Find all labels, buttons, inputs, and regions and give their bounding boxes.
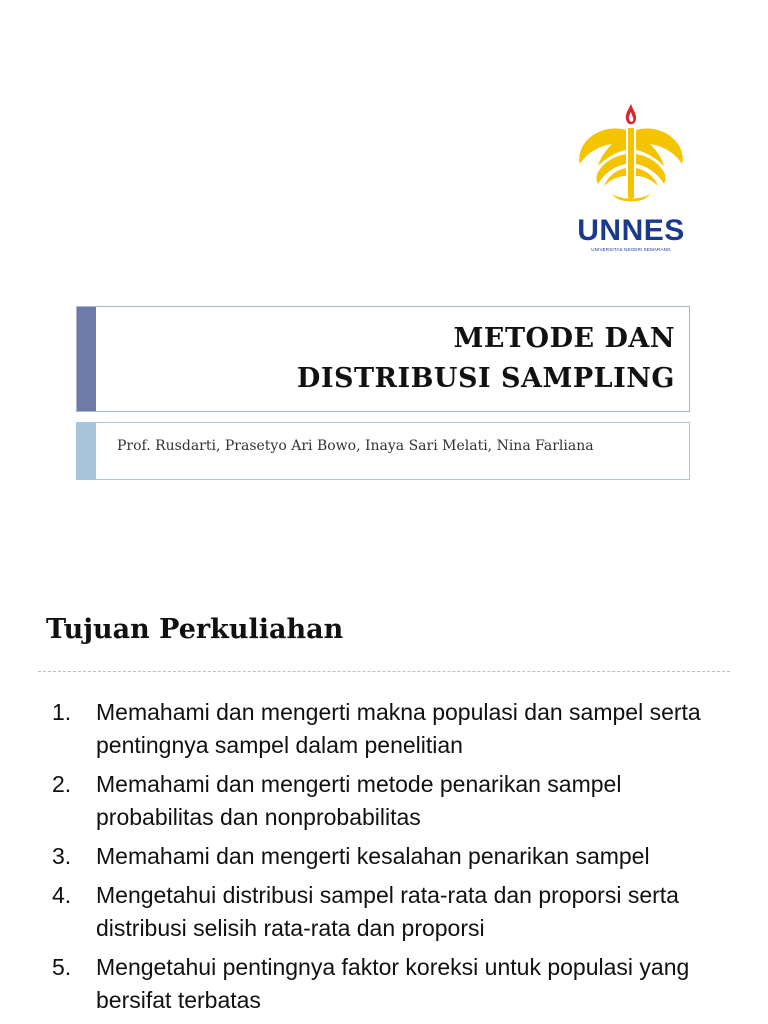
slide-title <box>297 319 675 399</box>
item-text: Memahami dan mengerti metode penarikan sampel probabilitas dan nonprobabilitas <box>96 771 622 830</box>
list-item <box>0 951 768 1017</box>
authors: Prof. Rusdarti, Prasetyo Ari Bowo, Inaya Sari Melati, Nina Farliana <box>117 438 594 454</box>
item-number: 3. <box>52 843 72 869</box>
authors-box <box>76 422 690 480</box>
objectives-list <box>0 696 768 1023</box>
slide-heading: Tujuan Perkuliahan <box>46 614 344 645</box>
title-line-1: METODE DAN <box>453 323 675 354</box>
item-number: 1. <box>52 699 72 725</box>
item-text: Mengetahui pentingnya faktor koreksi untuk populasi yang bersifat terbatas <box>96 954 690 1013</box>
heading-divider <box>38 671 730 672</box>
logo-subtitle: UNIVERSITAS NEGERI SEMARANG <box>591 247 671 252</box>
item-number: 5. <box>52 954 72 980</box>
item-text: Memahami dan mengerti kesalahan penarikan sampel <box>96 843 650 869</box>
title-line-2: DISTRIBUSI SAMPLING <box>296 363 675 394</box>
list-item <box>0 879 768 945</box>
list-item <box>0 768 768 834</box>
title-accent-bar <box>77 307 96 411</box>
unnes-logo <box>572 100 690 260</box>
list-item <box>0 696 768 762</box>
logo-wordmark: UNNES <box>577 214 685 247</box>
item-number: 4. <box>52 882 72 908</box>
unnes-emblem-icon <box>572 100 690 218</box>
objectives-slide <box>0 576 768 1024</box>
authors-accent-bar <box>77 423 96 479</box>
title-box <box>76 306 690 412</box>
item-number: 2. <box>52 771 72 797</box>
item-text: Mengetahui distribusi sampel rata-rata dan proporsi serta distribusi selisih rata-rata dan proporsi <box>96 882 679 941</box>
list-item <box>0 840 768 873</box>
item-text: Memahami dan mengerti makna populasi dan sampel serta pentingnya sampel dalam penelitian <box>96 699 701 758</box>
